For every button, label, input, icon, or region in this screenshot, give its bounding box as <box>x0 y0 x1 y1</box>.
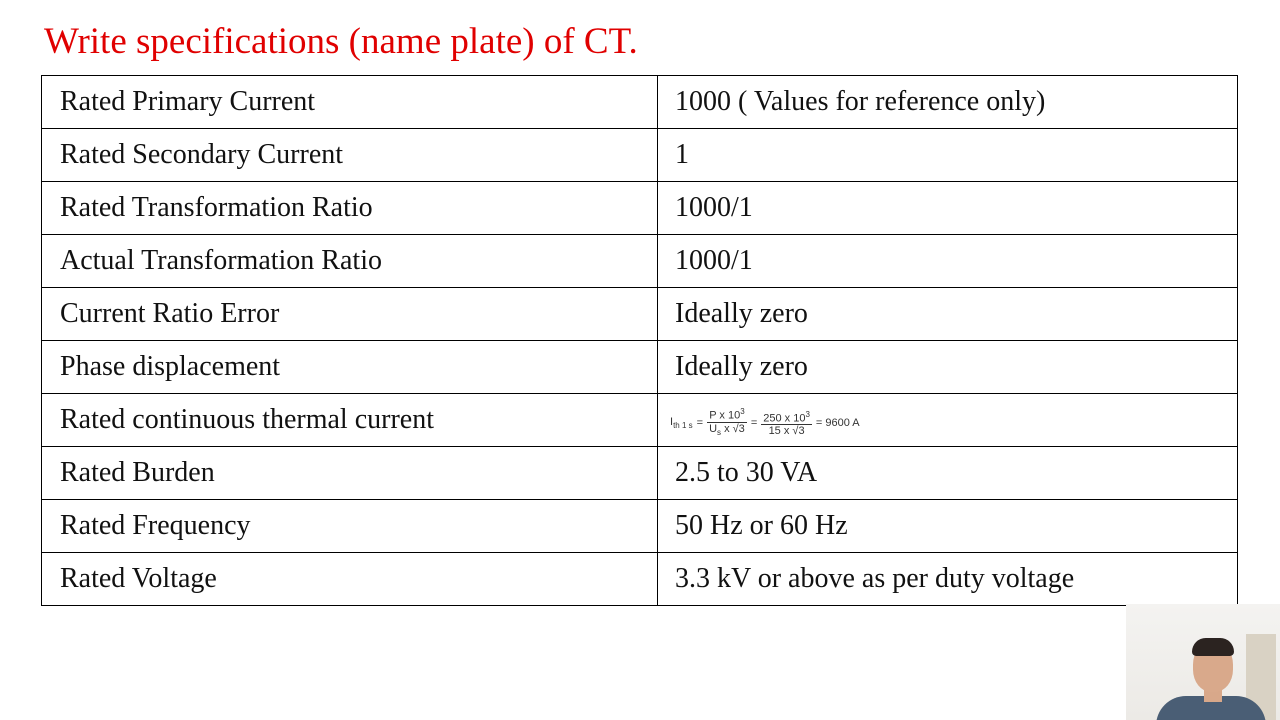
table-row <box>42 76 1238 129</box>
formula-fraction-2: $\frac{250 x 10^3}{15 x √3}$ <box>763 409 810 438</box>
thermal-current-formula <box>670 406 860 439</box>
formula-result: = 9600 A <box>815 416 860 429</box>
table-row <box>42 288 1238 341</box>
spec-value: Ideally zero <box>658 288 1238 341</box>
spec-value: 2.5 to 30 VA <box>658 447 1238 500</box>
spec-label: Actual Transformation Ratio <box>42 235 658 288</box>
spec-table <box>41 75 1238 606</box>
presenter-webcam-overlay <box>1126 604 1280 720</box>
table-row <box>42 500 1238 553</box>
spec-value: 1000/1 <box>658 235 1238 288</box>
spec-label: Rated continuous thermal current <box>42 394 658 447</box>
spec-label: Rated Frequency <box>42 500 658 553</box>
table-row <box>42 553 1238 606</box>
spec-label: Phase displacement <box>42 341 658 394</box>
slide-title: Write specifications (name plate) of CT. <box>44 21 638 62</box>
spec-label: Rated Voltage <box>42 553 658 606</box>
spec-value: 50 Hz or 60 Hz <box>658 500 1238 553</box>
spec-value: 1 <box>658 129 1238 182</box>
spec-value: Ideally zero <box>658 341 1238 394</box>
table-row <box>42 235 1238 288</box>
spec-label: Rated Primary Current <box>42 76 658 129</box>
formula-equals: = <box>696 416 704 429</box>
table-row <box>42 129 1238 182</box>
spec-value: 1000 ( Values for reference only) <box>658 76 1238 129</box>
formula-lhs: $I_{th 1 s}$ <box>670 415 693 430</box>
formula-equals: = <box>750 416 758 429</box>
table-row <box>42 341 1238 394</box>
table-row <box>42 447 1238 500</box>
spec-value: 1000/1 <box>658 182 1238 235</box>
spec-label: Rated Burden <box>42 447 658 500</box>
spec-label: Rated Transformation Ratio <box>42 182 658 235</box>
formula-fraction-1: $\frac{P x 10^3}{U_s x √3}$ <box>709 407 745 438</box>
spec-label: Current Ratio Error <box>42 288 658 341</box>
spec-label: Rated Secondary Current <box>42 129 658 182</box>
table-row <box>42 394 1238 447</box>
table-row <box>42 182 1238 235</box>
spec-value-formula <box>658 394 1238 447</box>
spec-value: 3.3 kV or above as per duty voltage <box>658 553 1238 606</box>
